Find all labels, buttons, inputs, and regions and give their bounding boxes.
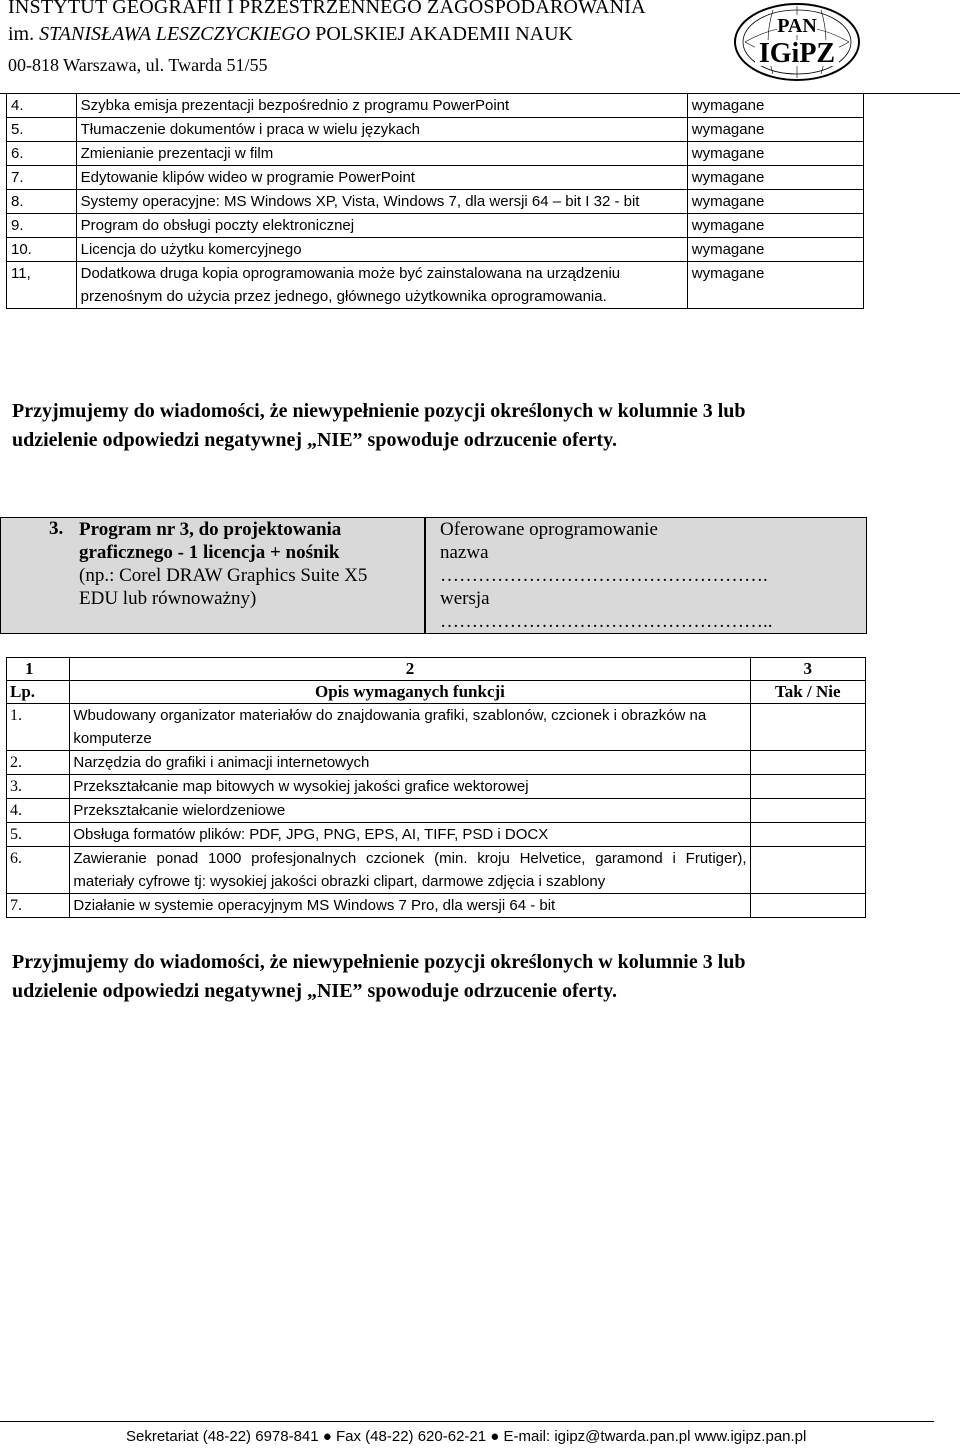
requirement-description: Edytowanie klipów wideo w programie PowerPoint	[76, 166, 687, 190]
requirement-row	[7, 190, 864, 214]
logo-pan-text: PAN	[777, 15, 817, 37]
functions-table	[6, 657, 866, 918]
offered-software-cell	[440, 518, 773, 633]
function-description: Narzędzia do grafiki i animacji internetowych	[70, 751, 750, 775]
function-description: Przekształcanie wielordzeniowe	[70, 799, 750, 823]
requirement-description: Tłumaczenie dokumentów i praca w wielu językach	[76, 118, 687, 142]
requirement-number: 7.	[7, 166, 77, 190]
function-row	[7, 775, 866, 799]
requirement-row	[7, 94, 864, 118]
version-label: wersja	[440, 588, 490, 609]
institute-address: 00-818 Warszawa, ul. Twarda 51/55	[8, 55, 268, 75]
requirement-number: 11,	[7, 262, 77, 309]
yes-no-answer-cell[interactable]	[750, 847, 865, 894]
function-number: 3.	[7, 775, 70, 799]
requirement-row	[7, 262, 864, 309]
requirement-number: 6.	[7, 142, 77, 166]
requirement-status: wymagane	[687, 238, 863, 262]
requirement-row	[7, 238, 864, 262]
functions-table-body	[7, 658, 866, 918]
logo-igipz-text: IGiPZ	[758, 38, 836, 69]
requirement-description: Dodatkowa druga kopia oprogramowania może być zainstalowana na urządzeniu przenośnym do użycia przez jednego, głównego użytkownika oprogramowania.	[76, 262, 687, 309]
function-number: 1.	[7, 704, 70, 751]
function-row	[7, 799, 866, 823]
requirement-row	[7, 118, 864, 142]
requirements-table-continued	[6, 93, 864, 309]
header-row	[7, 681, 866, 704]
function-description: Obsługa formatów plików: PDF, JPG, PNG, EPS, AI, TIFF, PSD i DOCX	[70, 823, 750, 847]
yes-no-answer-cell[interactable]	[750, 894, 865, 918]
col-number-2: 2	[70, 658, 750, 681]
requirement-description: Licencja do użytku komercyjnego	[76, 238, 687, 262]
function-row	[7, 823, 866, 847]
requirement-row	[7, 214, 864, 238]
requirement-status: wymagane	[687, 118, 863, 142]
requirement-row	[7, 166, 864, 190]
yes-no-answer-cell[interactable]	[750, 775, 865, 799]
requirement-description: Szybka emisja prezentacji bezpośrednio z programu PowerPoint	[76, 94, 687, 118]
requirement-status: wymagane	[687, 166, 863, 190]
pan-igipz-logo	[733, 2, 861, 82]
requirement-number: 8.	[7, 190, 77, 214]
requirement-description: Program do obsługi poczty elektronicznej	[76, 214, 687, 238]
yes-no-answer-cell[interactable]	[750, 799, 865, 823]
requirement-number: 5.	[7, 118, 77, 142]
function-number: 2.	[7, 751, 70, 775]
offered-software-title: Oferowane oprogramowanie	[440, 519, 658, 540]
requirement-status: wymagane	[687, 262, 863, 309]
institute-patron: im. STANISŁAWA LESZCZYCKIEGO POLSKIEJ AKADEMII NAUK	[8, 23, 573, 45]
name-label: nazwa	[440, 542, 489, 563]
rejection-note-2: Przyjmujemy do wiadomości, że niewypełnienie pozycji określonych w kolumnie 3 lub udzielenie odpowiedzi negatywnej „NIE” spowoduje odrzucenie oferty.	[12, 951, 746, 1002]
requirement-description: Zmienianie prezentacji w film	[76, 142, 687, 166]
version-fill-field[interactable]: ……………………………………………..	[440, 611, 773, 632]
requirement-number: 9.	[7, 214, 77, 238]
footer-contact: Sekretariat (48-22) 6978-841 ● Fax (48-22) 620-62-21 ● E-mail: igipz@twarda.pan.pl www.igipz.pan.pl	[126, 1428, 807, 1445]
requirement-status: wymagane	[687, 214, 863, 238]
requirement-number: 10.	[7, 238, 77, 262]
function-description: Wbudowany organizator materiałów do znajdowania grafiki, szablonów, czcionek i obrazków na komputerze	[70, 704, 750, 751]
institute-name: INSTYTUT GEOGRAFII I PRZESTRZENNEGO ZAGOSPODAROWANIA	[8, 0, 646, 18]
header-lp: Lp.	[7, 681, 70, 704]
yes-no-answer-cell[interactable]	[750, 823, 865, 847]
header-description: Opis wymaganych funkcji	[70, 681, 750, 704]
col-number-1: 1	[7, 658, 70, 681]
function-description: Przekształcanie map bitowych w wysokiej jakości grafice wektorowej	[70, 775, 750, 799]
header-yes-no: Tak / Nie	[750, 681, 865, 704]
requirement-description: Systemy operacyjne: MS Windows XP, Vista, Windows 7, dla wersji 64 – bit I 32 - bit	[76, 190, 687, 214]
yes-no-answer-cell[interactable]	[750, 704, 865, 751]
function-row	[7, 751, 866, 775]
function-description: Działanie w systemie operacyjnym MS Windows 7 Pro, dla wersji 64 - bit	[70, 894, 750, 918]
requirement-status: wymagane	[687, 94, 863, 118]
function-number: 7.	[7, 894, 70, 918]
col-number-3: 3	[750, 658, 865, 681]
footer-divider	[0, 1421, 934, 1422]
function-number: 6.	[7, 847, 70, 894]
function-row	[7, 704, 866, 751]
requirement-row	[7, 142, 864, 166]
name-fill-field[interactable]: …………………………………………….	[440, 565, 768, 586]
function-number: 5.	[7, 823, 70, 847]
function-number: 4.	[7, 799, 70, 823]
requirement-status: wymagane	[687, 190, 863, 214]
program-3-title-cell	[1, 518, 426, 633]
program-number: 3.	[49, 518, 64, 539]
requirement-number: 4.	[7, 94, 77, 118]
column-number-row	[7, 658, 866, 681]
function-row	[7, 894, 866, 918]
requirements-table-body	[7, 94, 864, 309]
requirement-status: wymagane	[687, 142, 863, 166]
function-row	[7, 847, 866, 894]
yes-no-answer-cell[interactable]	[750, 751, 865, 775]
rejection-note: Przyjmujemy do wiadomości, że niewypełnienie pozycji określonych w kolumnie 3 lub udzielenie odpowiedzi negatywnej „NIE” spowoduje odrzucenie oferty.	[12, 400, 746, 451]
program-title: Program nr 3, do projektowania graficznego - 1 licencja + nośnik (np.: Corel DRAW Graphics Suite X5 EDU lub równoważny)	[79, 519, 368, 609]
function-description: Zawieranie ponad 1000 profesjonalnych czcionek (min. kroju Helvetice, garamond i Frutiger), materiały cyfrowe tj: wysokiej jakości obrazki clipart, darmowe zdjęcia i szablony	[70, 847, 750, 894]
program-3-box	[0, 517, 867, 634]
